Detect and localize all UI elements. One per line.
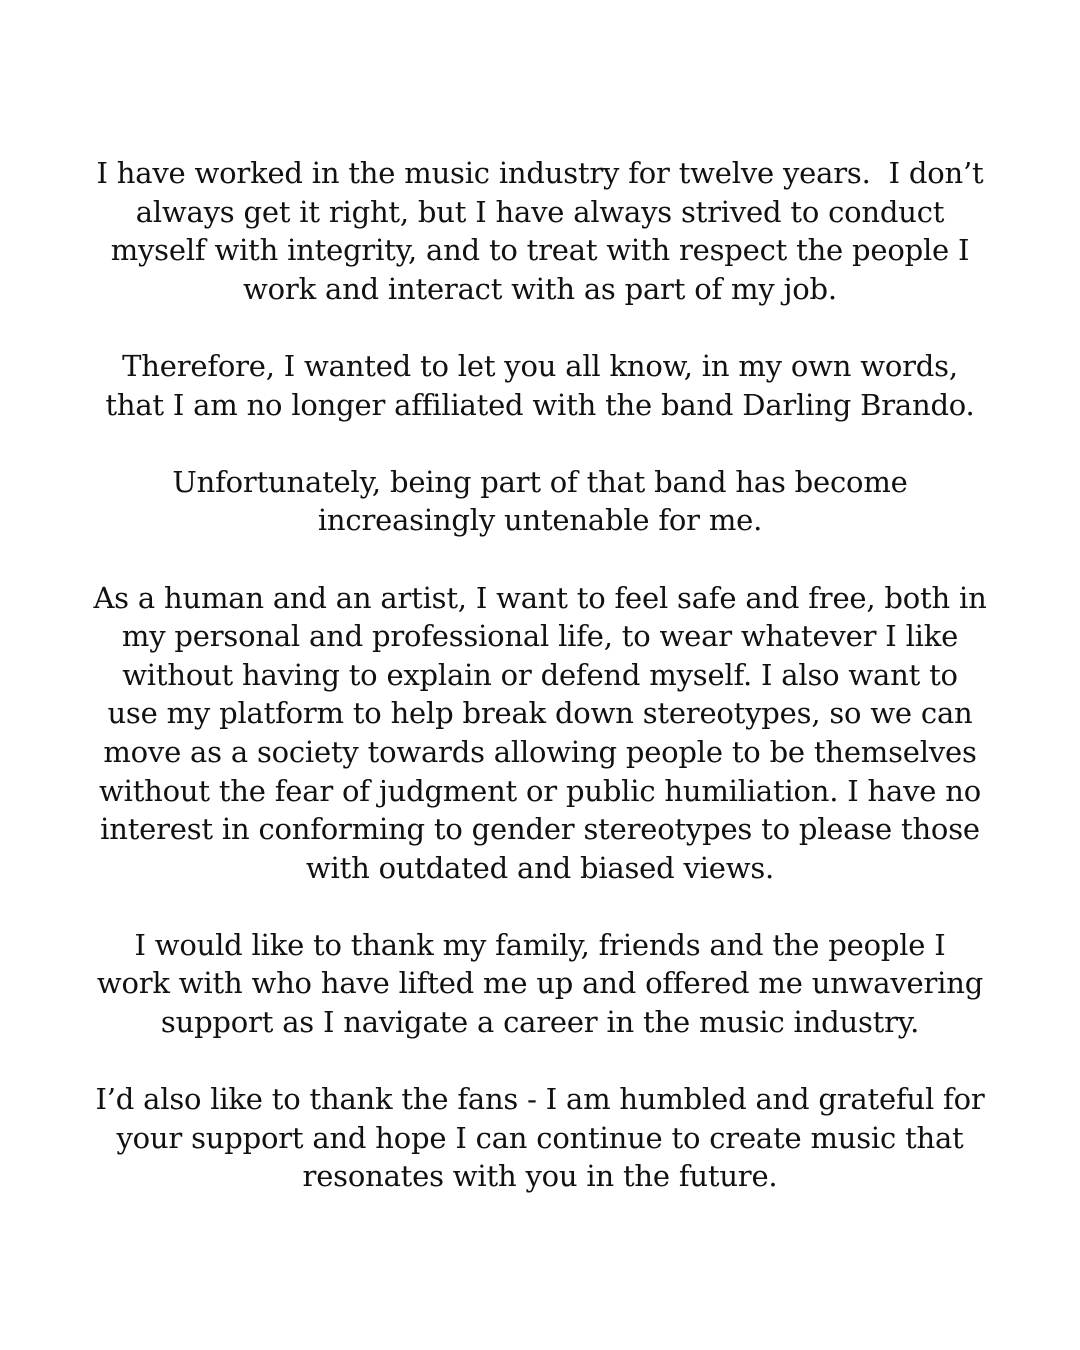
text-line: myself with integrity, and to treat with respect the people I: [110, 233, 970, 268]
text-line: I’d also like to thank the fans - I am humbled and grateful for: [95, 1082, 985, 1117]
text-line: your support and hope I can continue to create music that: [116, 1120, 964, 1155]
text-line: Unfortunately, being part of that band has become: [172, 464, 908, 499]
text-line: I would like to thank my family, friends and the people I: [134, 927, 946, 962]
text-line: increasingly untenable for me.: [317, 503, 763, 538]
text-line: interest in conforming to gender stereotypes to please those: [100, 812, 980, 847]
text-line: with outdated and biased views.: [305, 850, 775, 885]
text-line: that I am no longer affiliated with the band Darling Brando.: [105, 387, 975, 422]
text-line: Therefore, I wanted to let you all know, in my own words,: [122, 348, 958, 383]
text-line: use my platform to help break down stereotypes, so we can: [107, 696, 973, 731]
paragraph-career: [0, 154, 1080, 308]
text-line: always get it right, but I have always strived to conduct: [135, 194, 945, 229]
paragraph-values: [0, 579, 1080, 888]
text-line: resonates with you in the future.: [302, 1159, 778, 1194]
text-line: I have worked in the music industry for twelve years. I don’t: [96, 156, 984, 190]
statement-text: [0, 154, 1080, 1196]
text-line: support as I navigate a career in the music industry.: [160, 1005, 920, 1040]
paragraph-thanks-fans: [0, 1080, 1080, 1196]
text-line: As a human and an artist, I want to feel safe and free, both in: [93, 580, 987, 615]
text-line: work with who have lifted me up and offered me unwavering: [96, 966, 984, 1001]
text-line: without the fear of judgment or public humiliation. I have no: [99, 773, 981, 808]
paragraph-untenable: [0, 463, 1080, 540]
text-line: without having to explain or defend myself. I also want to: [122, 657, 958, 692]
paragraph-departure: [0, 347, 1080, 424]
paragraph-thanks-family: [0, 926, 1080, 1042]
text-line: my personal and professional life, to wear whatever I like: [121, 619, 959, 654]
text-line: work and interact with as part of my job.: [243, 271, 837, 306]
text-line: move as a society towards allowing people to be themselves: [103, 734, 977, 769]
